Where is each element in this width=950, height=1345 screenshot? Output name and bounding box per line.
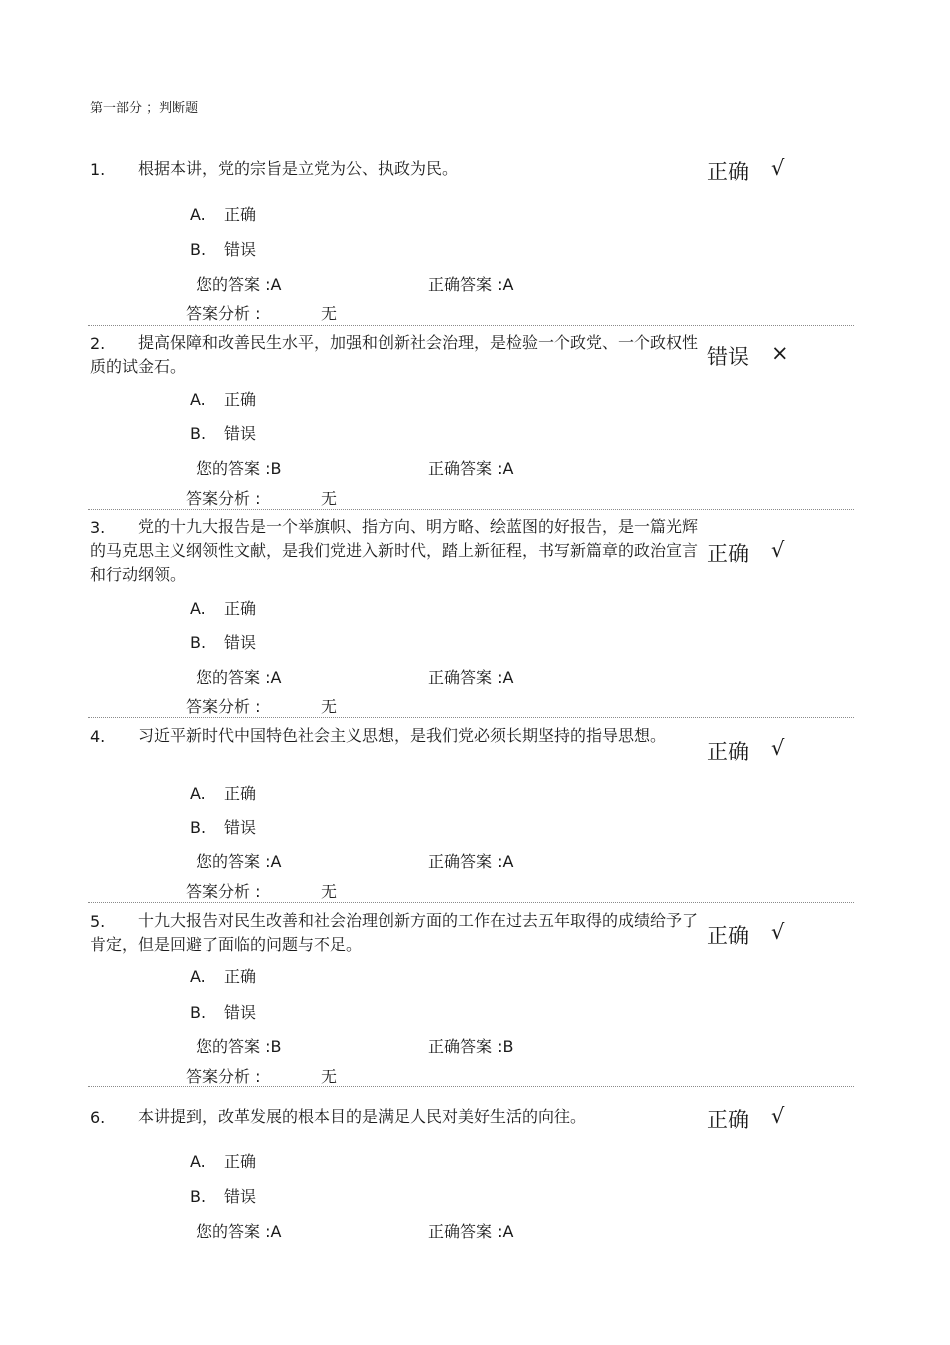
question-number: 5. [90, 912, 106, 931]
correct-answer: 正确答案 :A [428, 668, 514, 687]
question-number: 3. [90, 518, 106, 537]
question-text: 本讲提到，改革发展的根本目的是满足人民对美好生活的向往。 [138, 1107, 587, 1126]
cross-icon: × [771, 341, 789, 365]
verdict-label: 错误 [707, 345, 749, 369]
analysis-label: 答案分析 : [186, 489, 261, 508]
verdict-label: 正确 [707, 1108, 749, 1132]
your-answer: 您的答案 :A [196, 668, 282, 687]
option-a: A. 正确 [190, 205, 257, 224]
verdict-label: 正确 [707, 160, 749, 184]
your-answer: 您的答案 :B [196, 459, 282, 478]
option-a: A. 正确 [190, 784, 257, 803]
correct-answer: 正确答案 :B [428, 1037, 514, 1056]
correct-answer: 正确答案 :A [428, 852, 514, 871]
correct-answer: 正确答案 :A [428, 459, 514, 478]
check-icon: √ [771, 156, 785, 180]
question-text: 习近平新时代中国特色社会主义思想，是我们党必须长期坚持的指导思想。 [138, 726, 667, 745]
check-icon: √ [771, 538, 785, 562]
option-a: A. 正确 [190, 599, 257, 618]
verdict-label: 正确 [707, 740, 749, 764]
question-text: 提高保障和改善民生水平，加强和创新社会治理，是检验一个政党、一个政权性质的试金石。 [90, 333, 699, 376]
correct-answer: 正确答案 :A [428, 1222, 514, 1241]
analysis-value: 无 [321, 489, 338, 508]
check-icon: √ [771, 736, 785, 760]
analysis-label: 答案分析 : [186, 1067, 261, 1086]
analysis-label: 答案分析 : [186, 304, 261, 323]
option-b: B. 错误 [190, 424, 257, 443]
divider [88, 1086, 854, 1087]
option-b: B. 错误 [190, 1003, 257, 1022]
option-b: B. 错误 [190, 1187, 257, 1206]
divider [88, 717, 854, 718]
verdict-label: 正确 [707, 542, 749, 566]
option-b: B. 错误 [190, 633, 257, 652]
divider [88, 509, 854, 510]
analysis-value: 无 [321, 304, 338, 323]
question-text: 党的十九大报告是一个举旗帜、指方向、明方略、绘蓝图的好报告，是一篇光辉的马克思主义纲领性文献，是我们党进入新时代，踏上新征程，书写新篇章的政治宣言和行动纲领。 [90, 517, 699, 584]
analysis-label: 答案分析 : [186, 697, 261, 716]
verdict-label: 正确 [707, 924, 749, 948]
correct-answer: 正确答案 :A [428, 275, 514, 294]
option-a: A. 正确 [190, 1152, 257, 1171]
question-number: 6. [90, 1108, 106, 1127]
your-answer: 您的答案 :A [196, 275, 282, 294]
question-text: 十九大报告对民生改善和社会治理创新方面的工作在过去五年取得的成绩给予了肯定，但是回避了面临的问题与不足。 [90, 911, 699, 954]
question-number: 4. [90, 727, 106, 746]
analysis-value: 无 [321, 1067, 338, 1086]
question-text: 根据本讲，党的宗旨是立党为公、执政为民。 [138, 159, 459, 178]
check-icon: √ [771, 920, 785, 944]
divider [88, 902, 854, 903]
your-answer: 您的答案 :B [196, 1037, 282, 1056]
option-b: B. 错误 [190, 818, 257, 837]
option-a: A. 正确 [190, 967, 257, 986]
divider [88, 325, 854, 326]
your-answer: 您的答案 :A [196, 1222, 282, 1241]
analysis-value: 无 [321, 697, 338, 716]
option-b: B. 错误 [190, 240, 257, 259]
option-a: A. 正确 [190, 390, 257, 409]
section-title: 第一部分 ；判断题 [90, 101, 199, 116]
check-icon: √ [771, 1104, 785, 1128]
analysis-label: 答案分析 : [186, 882, 261, 901]
your-answer: 您的答案 :A [196, 852, 282, 871]
analysis-value: 无 [321, 882, 338, 901]
question-number: 2. [90, 334, 106, 353]
question-number: 1. [90, 160, 106, 179]
